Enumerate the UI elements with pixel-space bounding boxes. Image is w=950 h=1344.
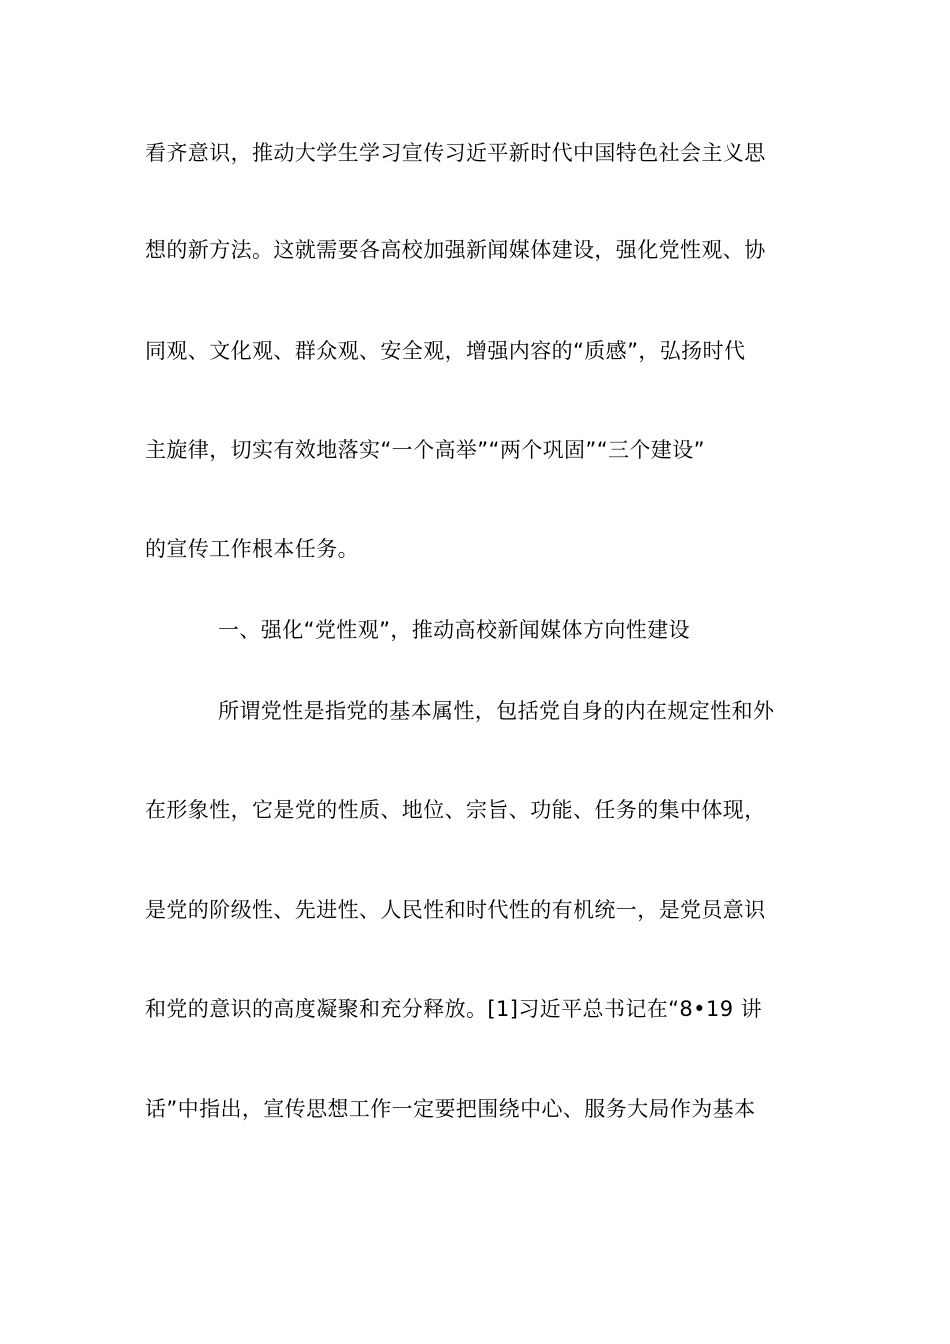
- section-heading: 一、强化“党性观”，推动高校新闻媒体方向性建设: [218, 618, 690, 642]
- paragraph-line: 和党的意识的高度凝聚和充分释放。[1]习近平总书记在“8•19 讲: [145, 997, 762, 1021]
- paragraph-line: 看齐意识，推动大学生学习宣传习近平新时代中国特色社会主义思: [145, 141, 766, 165]
- paragraph-line: 在形象性，它是党的性质、地位、宗旨、功能、任务的集中体现，: [145, 798, 766, 822]
- paragraph-line: 所谓党性是指党的基本属性，包括党自身的内在规定性和外: [218, 699, 775, 723]
- paragraph-line: 主旋律，切实有效地落实“一个高举”“两个巩固”“三个建设”: [145, 438, 705, 462]
- paragraph-line: 话”中指出，宣传思想工作一定要把围绕中心、服务大局作为基本: [145, 1097, 756, 1121]
- paragraph-line: 同观、文化观、群众观、安全观，增强内容的“质感”，弘扬时代: [145, 339, 746, 363]
- paragraph-line: 想的新方法。这就需要各高校加强新闻媒体建设，强化党性观、协: [145, 238, 766, 262]
- paragraph-line: 是党的阶级性、先进性、人民性和时代性的有机统一，是党员意识: [145, 898, 766, 922]
- paragraph-line: 的宣传工作根本任务。: [145, 537, 359, 561]
